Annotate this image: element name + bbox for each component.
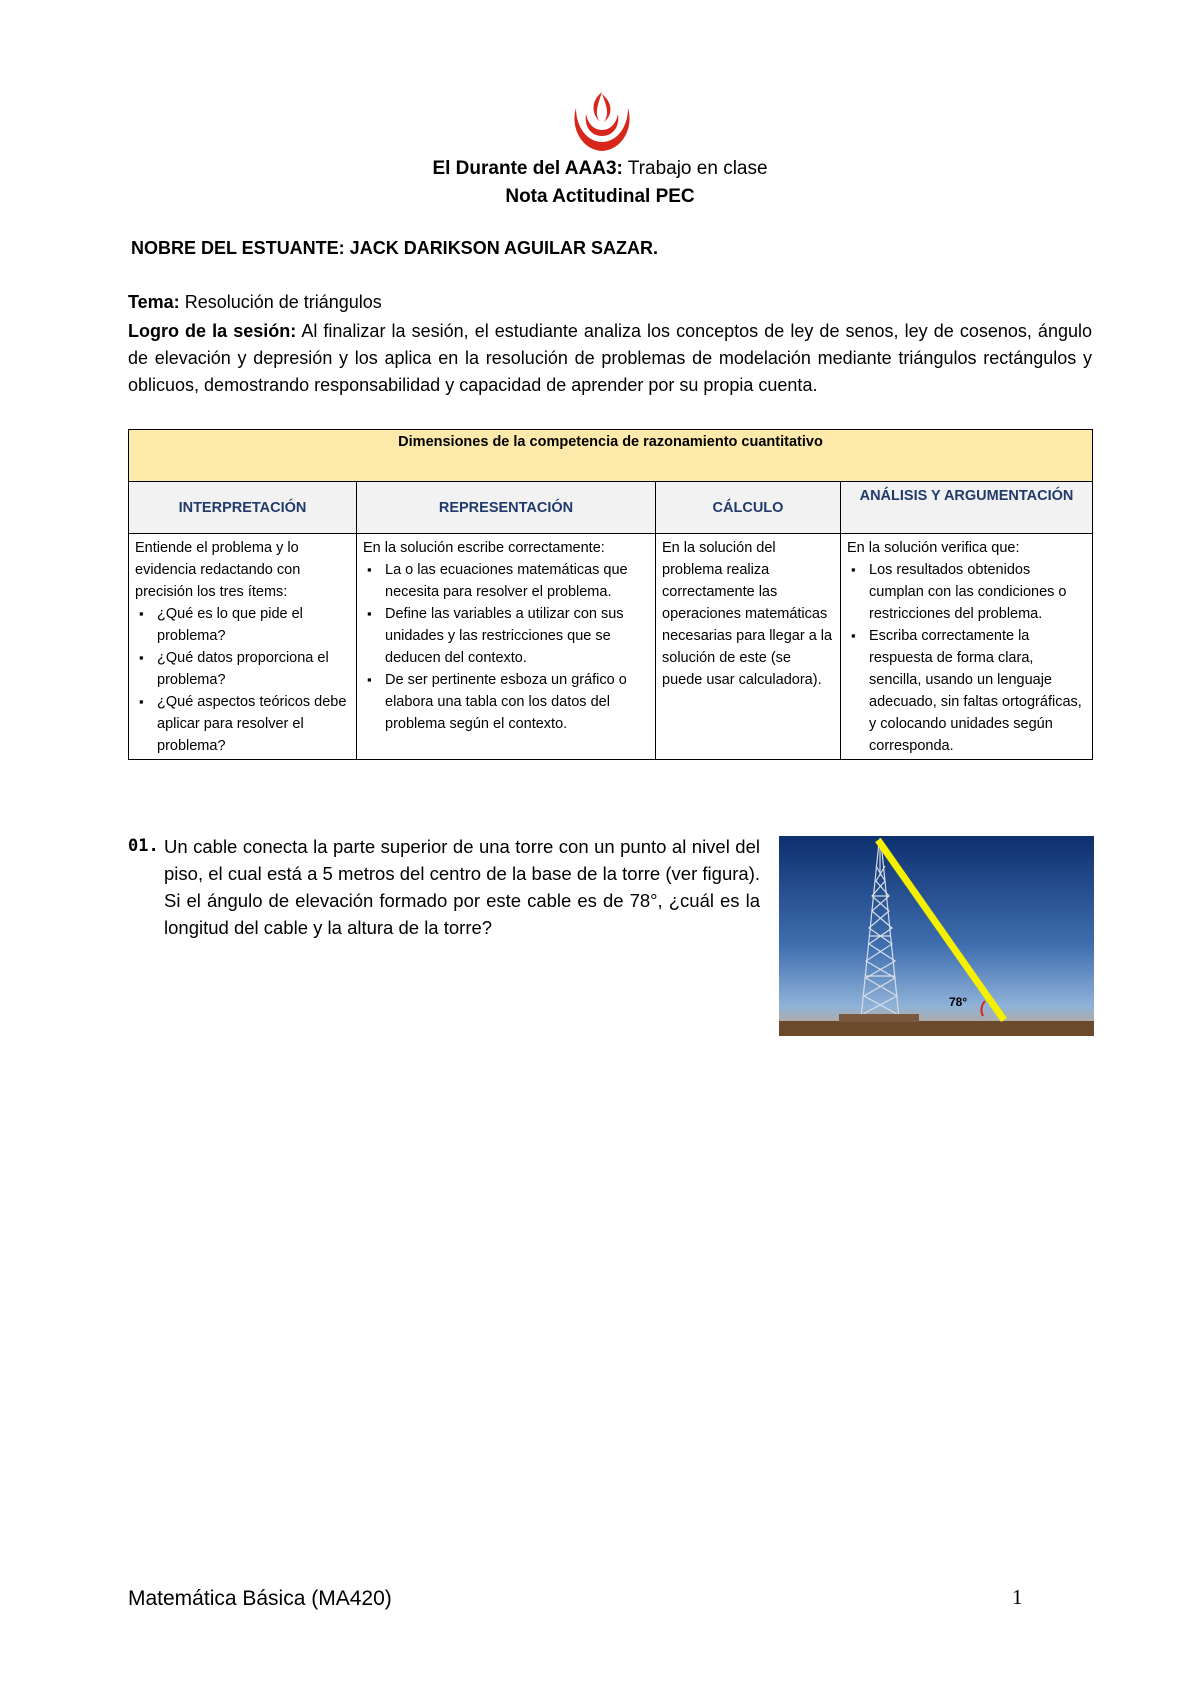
page-number: 1 (1012, 1585, 1023, 1609)
cell-intro: En la solución verifica que: (847, 540, 1020, 556)
tema-label: Tema: (128, 292, 180, 312)
tema (128, 292, 382, 313)
list-item: ▪ La o las ecuaciones matemáticas que necesita para resolver el problema. (385, 559, 649, 603)
doc-header-line2: Nota Actitudinal PEC (505, 186, 695, 207)
list-item: ▪ Los resultados obtenidos cumplan con las condiciones o restricciones del problema. (869, 559, 1086, 625)
list-item: ▪ Define las variables a utilizar con sus unidades y las restricciones que se deducen del contexto. (385, 603, 649, 669)
doc-header-line1 (0, 158, 1200, 180)
angle-label: 78° (949, 995, 968, 1009)
column-header-representacion: REPRESENTACIÓN (357, 482, 656, 534)
header-rest: Trabajo en clase (622, 158, 768, 179)
logro (128, 318, 1092, 399)
list-item: ▪ De ser pertinente esboza un gráfico o elabora una tabla con los datos del problema según el contexto. (385, 669, 649, 735)
tower-base (839, 1014, 919, 1022)
tower-figure (779, 836, 1094, 1036)
logro-label: Logro de la sesión: (128, 321, 297, 341)
cell-interpretacion (129, 534, 357, 760)
column-header-analisis: ANÁLISIS Y ARGUMENTACIÓN (841, 482, 1093, 534)
cell-intro: En la solución del problema realiza correctamente las operaciones matemáticas necesarias para llegar a la solución de este (se puede usar calculadora). (662, 540, 833, 688)
bullet-list (135, 603, 350, 757)
tema-value: Resolución de triángulos (179, 292, 382, 312)
question-01 (128, 833, 760, 941)
student-name: NOBRE DEL ESTUANTE: JACK DARIKSON AGUILAR SAZAR. (131, 238, 659, 258)
list-item: ▪ ¿Qué datos proporciona el problema? (157, 647, 350, 691)
footer-course: Matemática Básica (MA420) (128, 1587, 392, 1610)
cell-analisis (841, 534, 1093, 760)
cell-representacion (357, 534, 656, 760)
list-item: ▪ ¿Qué aspectos teóricos debe aplicar para resolver el problema? (157, 691, 350, 757)
list-item: ▪ Escriba correctamente la respuesta de forma clara, sencilla, usando un lenguaje adecuado, sin faltas ortográficas, y colocando unidades según corresponda. (869, 625, 1086, 757)
upc-logo (568, 88, 636, 154)
question-text: Un cable conecta la parte superior de una torre con un punto al nivel del piso, el cual está a 5 metros del centro de la base de la torre (ver figura). Si el ángulo de elevación formado por este cable es de 78°, ¿cuál es la longitud del cable y la altura de la torre? (164, 836, 760, 938)
column-header-interpretacion: INTERPRETACIÓN (129, 482, 357, 534)
ground (779, 1021, 1094, 1036)
header-bold: El Durante del AAA3: (432, 158, 623, 179)
bullet-list (363, 559, 649, 735)
sky-background (779, 836, 1094, 1036)
column-header-calculo: CÁLCULO (656, 482, 841, 534)
cell-calculo (656, 534, 841, 760)
table-title: Dimensiones de la competencia de razonamiento cuantitativo (129, 430, 1093, 482)
competency-table (128, 429, 1093, 760)
cell-intro: En la solución escribe correctamente: (363, 540, 605, 556)
logro-text: Al finalizar la sesión, el estudiante analiza los conceptos de ley de senos, ley de cosenos, ángulo de elevación y depresión y los aplica en la resolución de problemas de modelación mediante triángulos rectángulos y oblicuos, demostrando responsabilidad y capacidad de aprender por su propia cuenta. (128, 321, 1092, 395)
cell-intro: Entiende el problema y lo evidencia redactando con precisión los tres ítems: (135, 540, 301, 600)
question-number: 01. (128, 836, 159, 856)
bullet-list (847, 559, 1086, 757)
list-item: ▪ ¿Qué es lo que pide el problema? (157, 603, 350, 647)
